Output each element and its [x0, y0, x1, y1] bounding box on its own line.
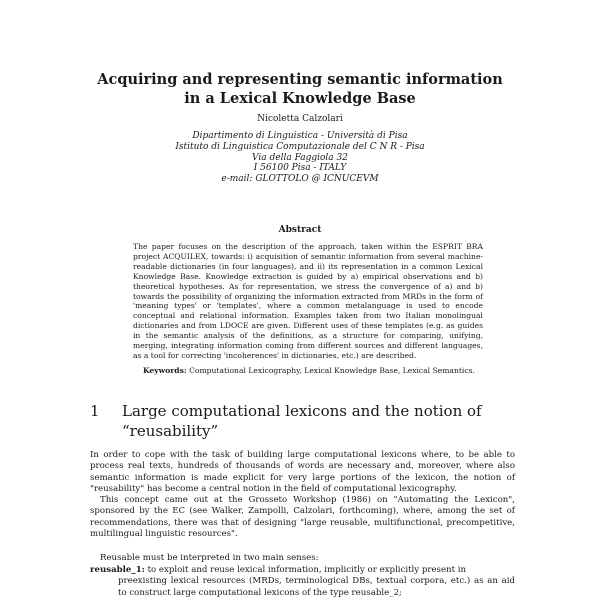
section-number: 1 [90, 402, 100, 420]
affiliation-line-1: Dipartimento di Linguistica - Università di Pisa [192, 131, 408, 141]
author-name: Nicoletta Calzolari [257, 114, 343, 124]
paper-title [60, 70, 540, 108]
abstract-body: The paper focuses on the description of the approach, taken within the ESPRIT BRA project ACQUILEX, towards: i) acquisition of semantic information from several machine- readable dictionaries (in four languages), and ii) its representation in a common Lexical Knowledge Base. Knowledge extraction is guided by a) empirical observations and b) theoretical hypotheses. As for representation, we stress the convergence of a) and b) towards the possibility of organizing the information extracted from MRDs in the form of 'meaning types' or 'templates', where a common metalanguage is used to encode conceptual and relational information. Examples taken from two Italian monolingual dictionaries and from LDOCE are given. Different uses of these templates (e.g. as guides in the semantic analysis of the definitions, as a structure for comparing, unifying, merging, integrating information coming from different sources and different languages, as a tool for correcting 'incoherences' in dictionaries, etc.) are described. [133, 242, 483, 360]
keywords-label: Keywords: [143, 366, 187, 375]
affiliation-line-3: Via della Faggiola 32 [252, 152, 348, 163]
keywords-text: Computational Lexicography, Lexical Knowledge Base, Lexical Semantics. [189, 366, 475, 375]
affiliation-line-2: Istituto di Linguistica Computazionale del C N R - Pisa [175, 141, 425, 152]
title-line-2: in a Lexical Knowledge Base [184, 90, 416, 107]
paragraph-3: Reusable must be interpreted in two main senses: [100, 553, 319, 563]
affiliation-line-4: I 56100 Pisa - ITALY [253, 163, 347, 174]
paragraph-2: This concept came out at the Grosseto Workshop (1986) on "Automating the Lexicon", sponsored by the EC (see Walker, Zampolli, Calzolari, forthcoming), where, among the set of recommendations, there was that of designing "large reusable, multifunctional, precompetitive, multilingual linguistic resources". [90, 495, 515, 540]
keywords [133, 366, 483, 376]
definition-item [90, 565, 515, 599]
affiliation-email: e-mail: GLOTTOLO @ ICNUCEVM [221, 174, 379, 185]
definition-text-rest: preexisting lexical resources (MRDs, terminological DBs, textual corpora, etc.) as an aid to construct large computational lexicons of the type reusable_2; [118, 576, 515, 598]
definition-term: reusable_1: [90, 565, 145, 575]
section-heading [90, 401, 540, 441]
paragraph-1: In order to cope with the task of building large computational lexicons where, to be able to process real texts, hundreds of thousands of words are necessary and, moreover, where also semantic information is made explicit for very large portions of the lexicon, the notion of "reusability" has become a central notion in the field of computational lexicography. [90, 450, 515, 495]
affiliation-block [60, 131, 540, 185]
definition-text-first: to exploit and reuse lexical information, implicitly or explicitly present in [147, 565, 467, 575]
section-title: Large computational lexicons and the notion of “reusability” [122, 402, 482, 440]
title-line-1: Acquiring and representing semantic information [97, 71, 503, 88]
abstract-heading: Abstract [278, 225, 322, 235]
